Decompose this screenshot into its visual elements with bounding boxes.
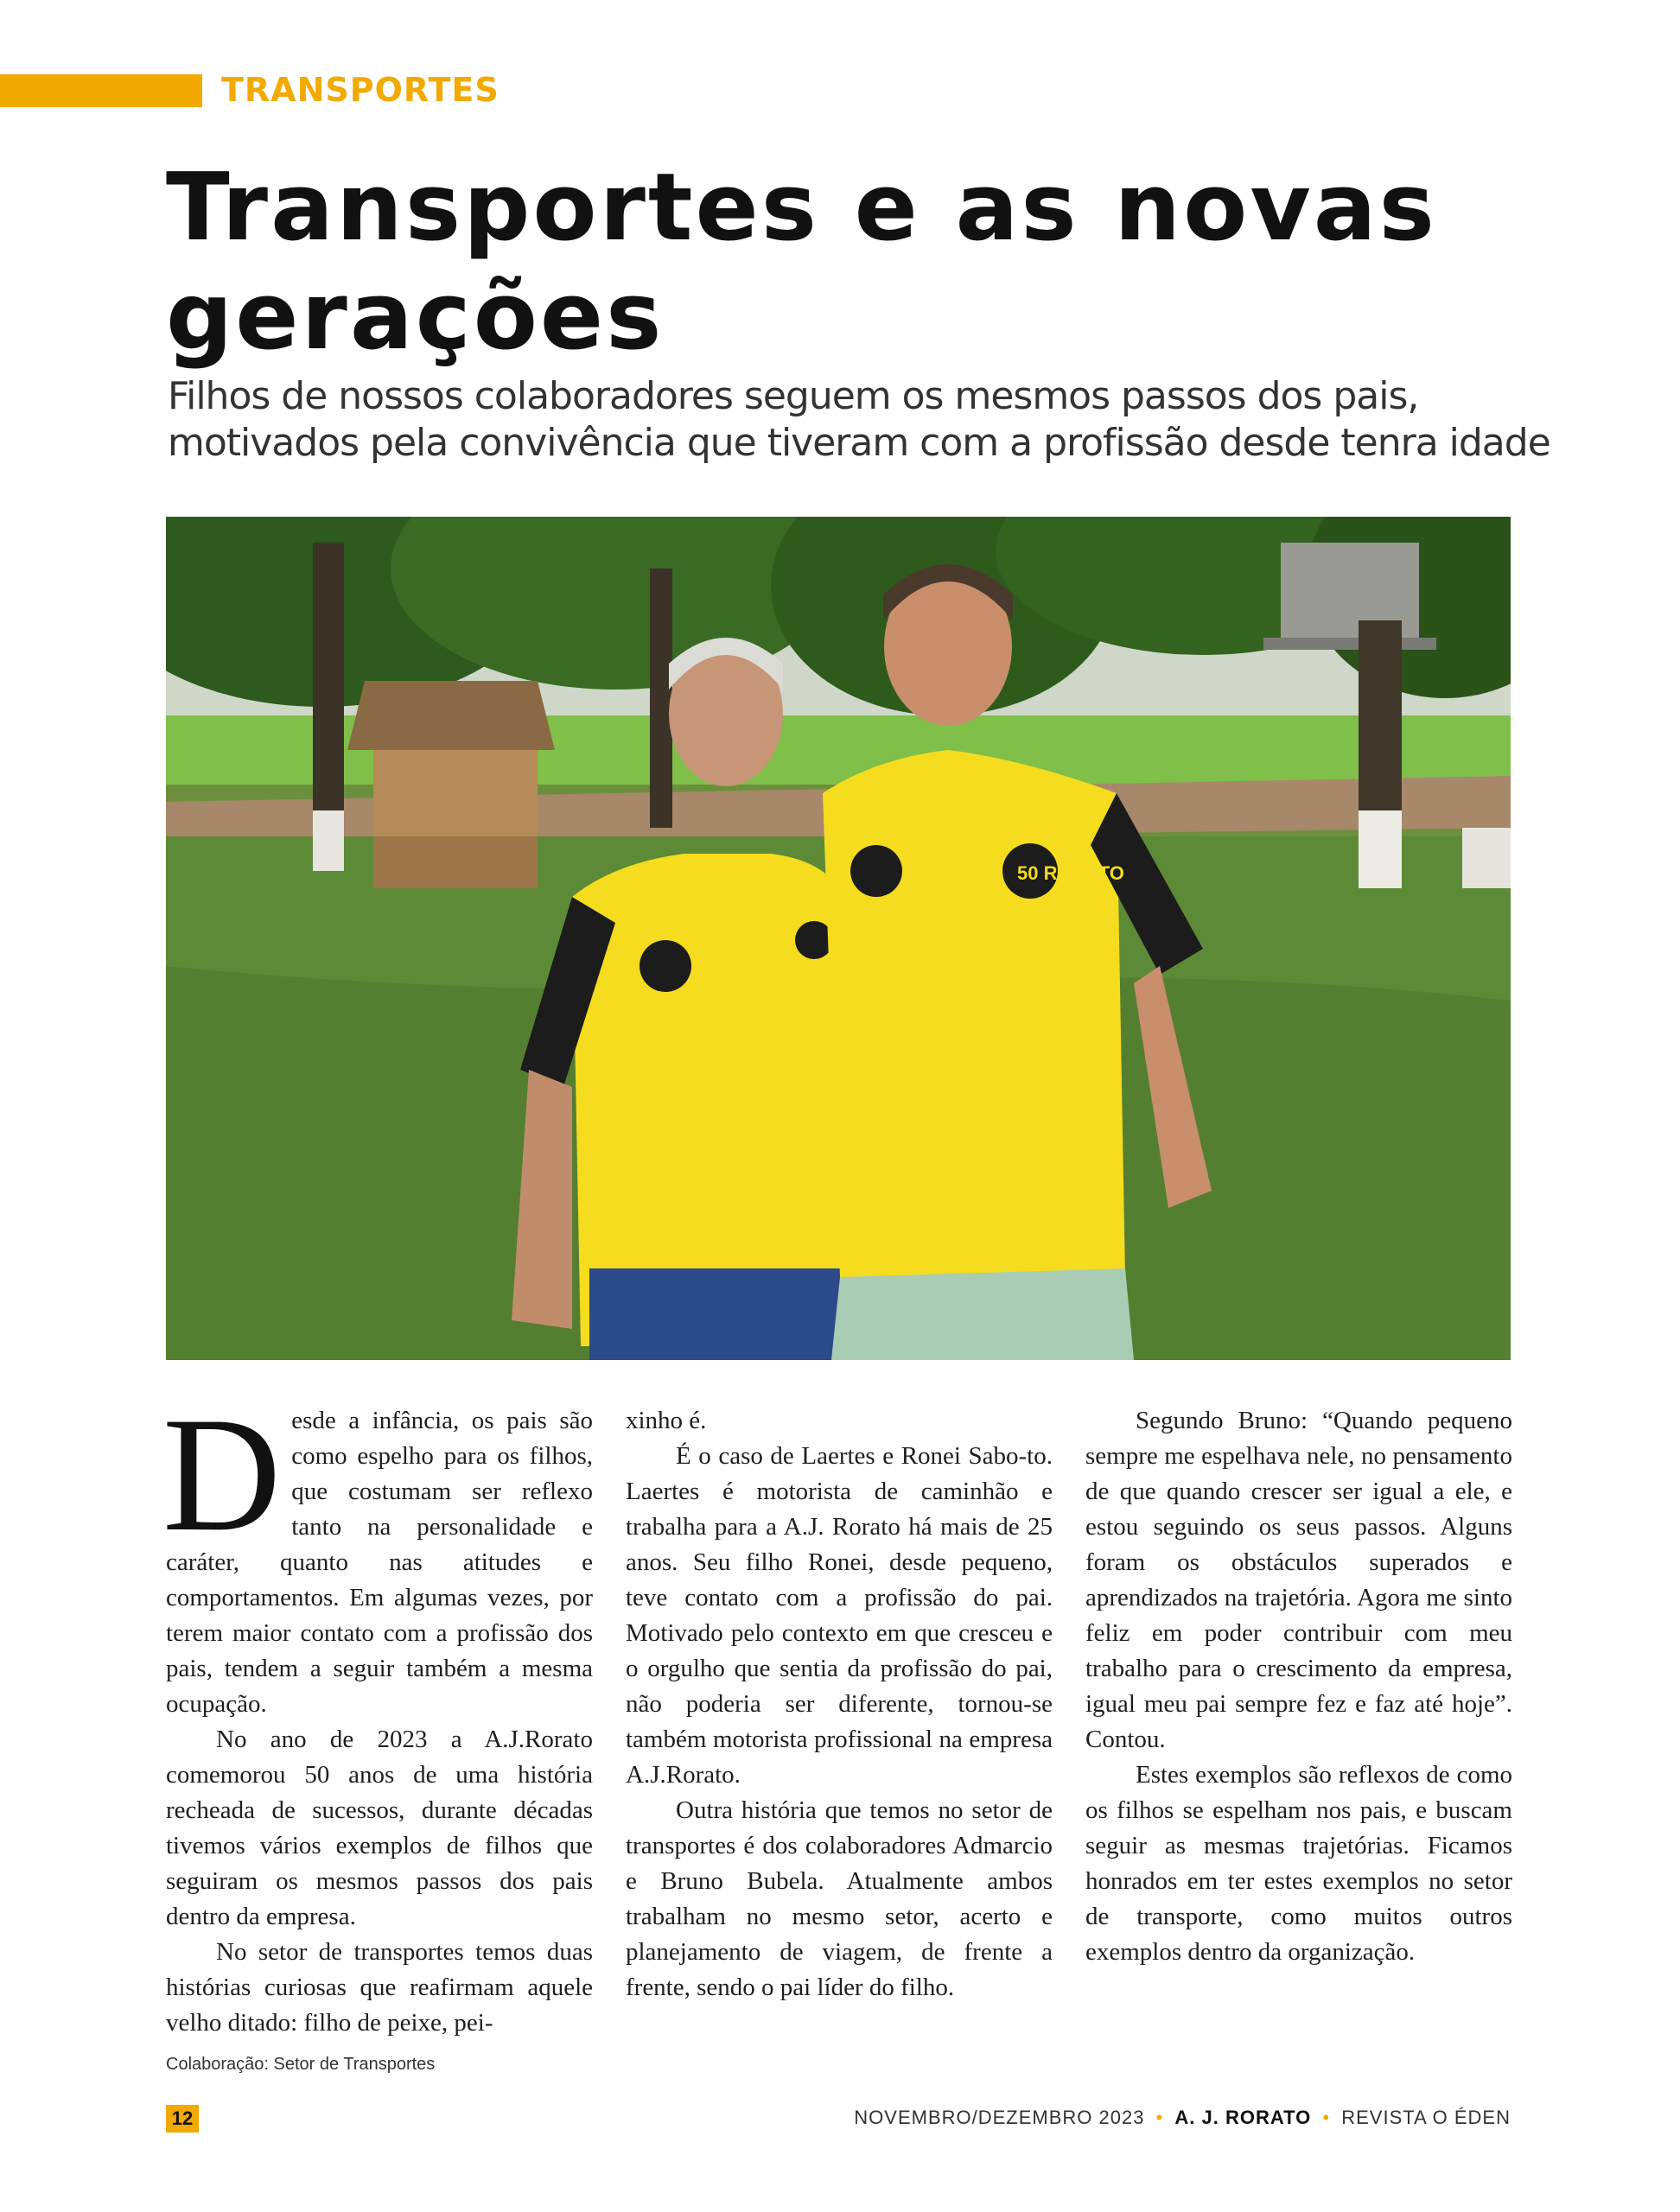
paragraph: No ano de 2023 a A.J.Rorato comemorou 50 anos de uma história recheada de sucessos, durante décadas tivemos vários exemplos de filhos que seguiram os mesmos passos dos pais dentro da empresa. — [166, 1726, 593, 1930]
page-number: 12 — [166, 2105, 199, 2133]
footer-brand: A. J. RORATO — [1174, 2107, 1312, 2128]
paragraph: Segundo Bruno: “Quando pequeno sempre me espelhava nele, no pensamento de que quando crescer ser igual a ele, e estou seguindo os seus passos. Alguns foram os obstáculos superados e aprendizados na trajetória. Agora me sinto feliz em poder contribuir com meu trabalho para o crescimento da empresa, igual meu pai sempre fez e faz até hoje”. Contou. — [1085, 1407, 1512, 1753]
article-photo — [166, 517, 1511, 1360]
footer-separator: • — [1322, 2107, 1331, 2128]
magazine-name: REVISTA O ÉDEN — [1341, 2107, 1511, 2128]
shirt-logo: 50 RORATO — [1017, 862, 1124, 884]
article-column-3 — [1085, 1403, 1512, 1970]
footer-separator: • — [1155, 2107, 1164, 2128]
drop-cap: D — [162, 1384, 282, 1566]
paragraph: xinho é. — [626, 1407, 707, 1434]
paragraph: É o caso de Laertes e Ronei Sabo-to. Laertes é motorista de caminhão e trabalha para a A.J. Rorato há mais de 25 anos. Seu filho Ronei, desde pequeno, teve contato com a profissão do pai. Motivado pelo contexto em que cresceu e o orgulho que sentia da profissão do pai, não poderia ser diferente, tornou-se também motorista profissional na empresa A.J.Rorato. — [626, 1442, 1053, 1789]
article-subtitle: Filhos de nossos colaboradores seguem os mesmos passos dos pais, motivados pela convivência que tiveram com a profissão desde tenra idade — [168, 374, 1550, 465]
paragraph: No setor de transportes temos duas histórias curiosas que reafirmam aquele velho ditado: filho de peixe, pei- — [166, 1938, 593, 2037]
paragraph: Estes exemplos são reflexos de como os filhos se espelham nos pais, e buscam seguir as mesmas trajetórias. Ficamos honrados em ter estes exemplos no setor de transporte, como muitos outros exemplos dentro da organização. — [1085, 1761, 1512, 1966]
article-credit: Colaboração: Setor de Transportes — [166, 2055, 436, 2074]
paragraph: esde a infância, os pais são como espelho para os filhos, que costumam ser reflexo tanto na personalidade e caráter, quanto nas atitudes e comportamentos. Em algumas vezes, por terem maior contato com a profissão dos pais, tendem a seguir também a mesma ocupação. — [166, 1407, 593, 1718]
page-footer — [854, 2107, 1511, 2129]
issue-date: NOVEMBRO/DEZEMBRO 2023 — [854, 2107, 1145, 2128]
article-title: Transportes e as novas gerações — [166, 154, 1437, 371]
section-accent-bar — [0, 74, 202, 107]
section-label: TRANSPORTES — [221, 71, 500, 109]
article-column-2 — [626, 1403, 1053, 2005]
article-column-1 — [162, 1384, 593, 2041]
paragraph: Outra história que temos no setor de transportes é dos colaboradores Admarcio e Bruno Bubela. Atualmente ambos trabalham no mesmo setor, acerto e planejamento de viagem, de frente a frente, sendo o pai líder do filho. — [626, 1796, 1053, 2001]
